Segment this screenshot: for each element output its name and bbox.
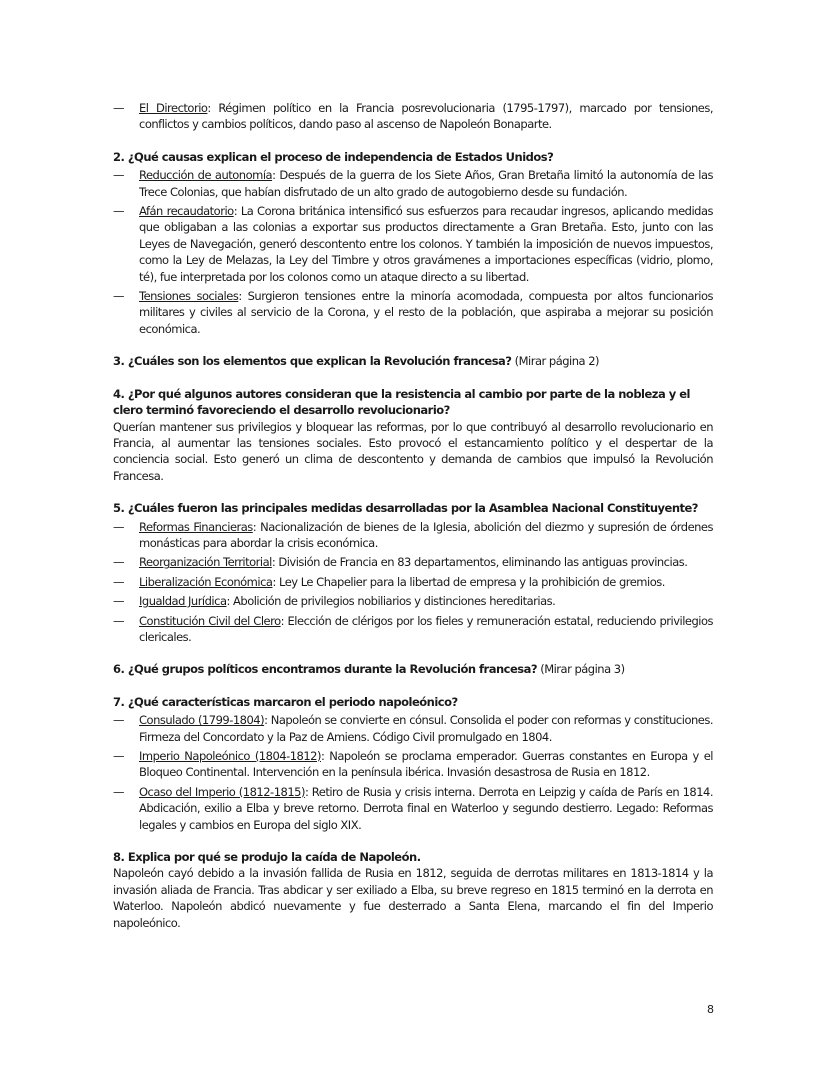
- term: El Directorio: [139, 101, 208, 115]
- question-6: [113, 661, 713, 677]
- definition: : Surgieron tensiones entre la minoría acomodada, compuesta por altos funcionarios militares y civiles al servicio de la Corona, y el resto de la población, que aspiraba a mejorar su posición económica.: [139, 289, 713, 336]
- page-number: 8: [707, 1003, 714, 1016]
- definition: : Retiro de Rusia y crisis interna. Derrota en Leipzig y caída de París en 1814. Abdicación, exilio a Elba y breve retorno. Derrota final en Waterloo y segundo destierro. Legado: Reformas legales y cambios en Europa del siglo XIX.: [139, 784, 714, 832]
- question-7: [113, 694, 713, 833]
- answer-list: [113, 167, 713, 337]
- list-item: [113, 100, 713, 133]
- question-text: 6. ¿Qué grupos políticos encontramos durante la Revolución francesa?: [113, 662, 538, 677]
- definition: : Régimen político en la Francia posrevolucionaria (1795-1797), marcado por tensiones, conflictos y cambios políticos, dando paso al ascenso de Napoleón Bonaparte.: [139, 101, 713, 132]
- definition: : Nacionalización de bienes de la Iglesia, abolición del diezmo y supresión de órdenes monásticas para abordar la crisis económica.: [139, 519, 714, 550]
- question-2: [113, 149, 713, 337]
- definition: : Después de la guerra de los Siete Años, Gran Bretaña limitó la autonomía de las Trece Colonias, que habían disfrutado de un alto grado de autogobierno desde su fundación.: [139, 168, 713, 199]
- answer-list: [113, 712, 713, 833]
- list-item: [113, 554, 713, 570]
- list-item: [113, 167, 713, 200]
- term: Tensiones sociales: [139, 289, 239, 304]
- term: Igualdad Jurídica: [139, 594, 227, 609]
- list-item: [113, 593, 713, 609]
- term: Afán recaudatorio: [139, 204, 234, 219]
- term: Liberalización Económica: [139, 574, 273, 589]
- intro-list: [113, 100, 713, 133]
- definition: : La Corona británica intensificó sus esfuerzos para recaudar ingresos, aplicando medidas que obligaban a las colonias a exportar sus productos directamente a Gran Bretaña. Esto, junto con las Leyes de Navegación, generó descontento entre los colonos. Y también la imposición de nuevos impuestos, como la Ley de Melazas, la Ley del Timbre y otros gravámenes a importaciones específicas (vidrio, plomo, té), fue interpretada por los colonos como un ataque directo a su libertad.: [139, 204, 714, 284]
- answer-paragraph: Napoleón cayó debido a la invasión fallida de Rusia en 1812, seguida de derrotas militares en 1813-1814 y la invasión aliada de Francia. Tras abdicar y ser exiliado a Elba, su breve regreso en 1815 terminó en la derrota en Waterloo. Napoleón abdicó nuevamente y fue desterrado a Santa Elena, marcando el fin del Imperio napoleónico.: [113, 866, 713, 930]
- term: Consulado (1799-1804): [139, 713, 265, 728]
- question-title: 5. ¿Cuáles fueron las principales medidas desarrolladas por la Asamblea Nacional Constituyente?: [113, 501, 698, 516]
- question-4: [113, 386, 713, 484]
- definition: : Abolición de privilegios nobiliarios y distinciones hereditarias.: [226, 594, 556, 609]
- question-title: 2. ¿Qué causas explican el proceso de independencia de Estados Unidos?: [113, 149, 554, 164]
- definition: : División de Francia en 83 departamentos, eliminando las antiguas provincias.: [271, 555, 688, 570]
- question-title: [113, 353, 713, 369]
- list-item: [113, 784, 713, 833]
- list-item: [113, 748, 713, 781]
- question-title: 4. ¿Por qué algunos autores consideran que la resistencia al cambio por parte de la nobleza y el clero terminó favoreciendo el desarrollo revolucionario?: [113, 386, 690, 418]
- list-item: [113, 574, 713, 590]
- question-title: [113, 661, 713, 677]
- list-item: [113, 203, 713, 285]
- term: Imperio Napoleónico (1804-1812): [139, 749, 321, 763]
- list-item: [113, 613, 713, 646]
- answer-paragraph: Querían mantener sus privilegios y bloquear las reformas, por lo que contribuyó al desarrollo revolucionario en Francia, al aumentar las tensiones sociales. Esto provocó el estancamiento político y el despertar de la conciencia social. Esto generó un clima de descontento y demanda de cambios que impulsó la Revolución Francesa.: [113, 419, 713, 483]
- term: Ocaso del Imperio (1812-1815): [139, 784, 305, 799]
- list-item: [113, 712, 713, 745]
- answer-list: [113, 519, 713, 646]
- definition: : Napoleón se convierte en cónsul. Consolida el poder con reformas y constituciones. Firmeza del Concordato y la Paz de Amiens. Código Civil promulgado en 1804.: [139, 713, 713, 744]
- term: Reformas Financieras: [139, 519, 253, 534]
- intro-section: [113, 100, 713, 133]
- question-title: 7. ¿Qué características marcaron el periodo napoleónico?: [113, 694, 458, 709]
- page-content: [113, 98, 713, 947]
- question-title: 8. Explica por qué se produjo la caída de Napoleón.: [113, 850, 421, 865]
- definition: : Napoleón se proclama emperador. Guerras constantes en Europa y el Bloqueo Continental. Intervención en la península ibérica. Invasión desastrosa de Rusia en 1812.: [139, 749, 713, 780]
- term: Reorganización Territorial: [139, 555, 272, 570]
- list-item: [113, 288, 713, 337]
- list-item: [113, 519, 713, 552]
- definition: : Elección de clérigos por los fieles y remuneración estatal, reduciendo privilegios clericales.: [139, 613, 713, 644]
- page-reference: (Mirar página 3): [537, 662, 625, 677]
- question-text: 3. ¿Cuáles son los elementos que explican la Revolución francesa?: [113, 354, 512, 369]
- definition: : Ley Le Chapelier para la libertad de empresa y la prohibición de gremios.: [272, 574, 665, 589]
- question-3: [113, 353, 713, 369]
- term: Constitución Civil del Clero: [139, 613, 281, 628]
- question-5: [113, 500, 713, 645]
- question-8: [113, 849, 713, 931]
- term: Reducción de autonomía: [139, 168, 273, 183]
- page-reference: (Mirar página 2): [511, 354, 600, 369]
